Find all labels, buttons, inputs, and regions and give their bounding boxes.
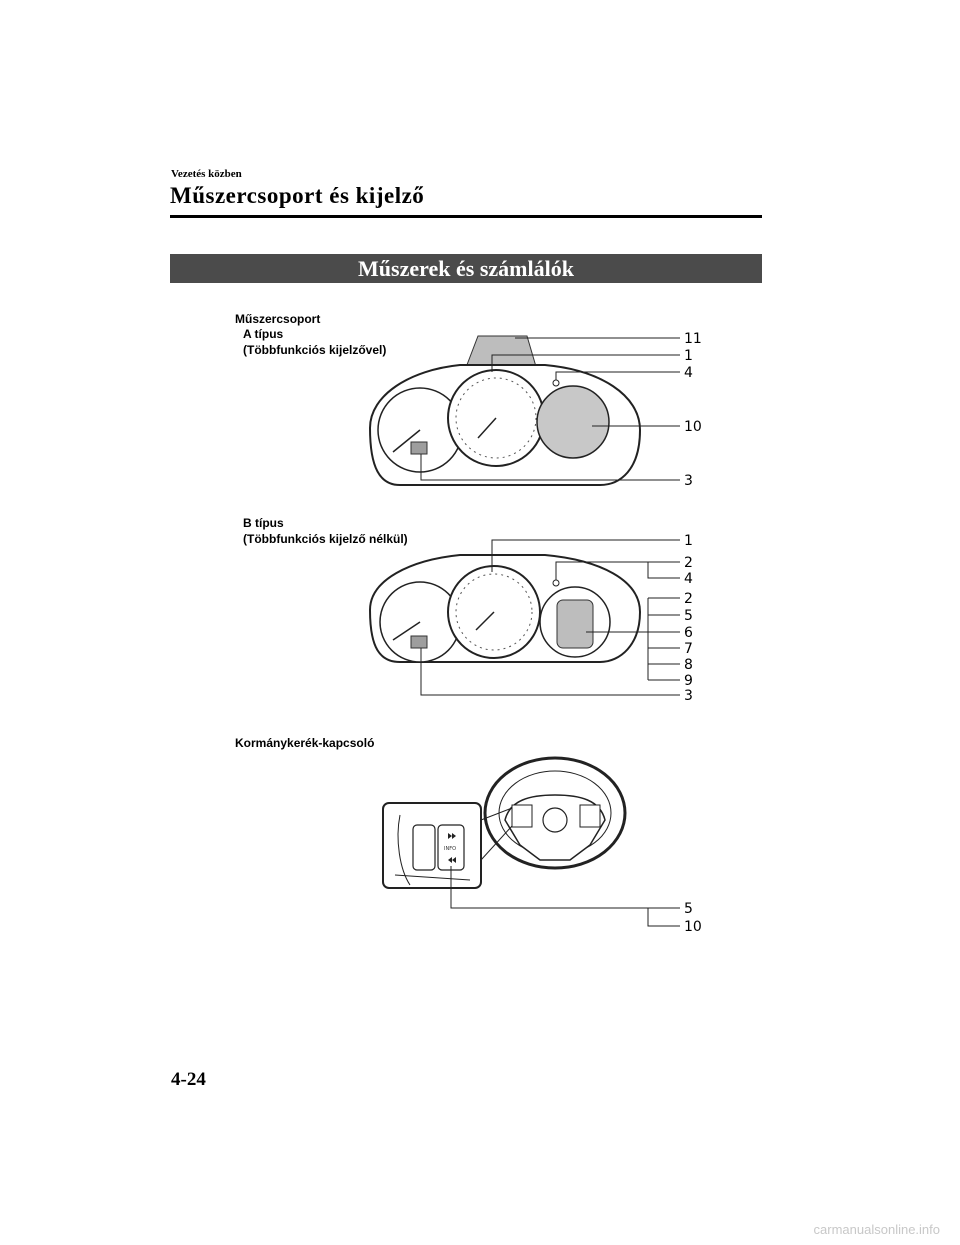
steering-switch-label: Kormánykerék-kapcsoló: [235, 736, 375, 750]
type-b-label: B típus: [243, 516, 284, 530]
callout-number: 11: [684, 331, 702, 347]
callout-number: 2: [684, 591, 693, 607]
section-banner: Műszerek és számlálók: [170, 254, 762, 283]
callout-number: 3: [684, 473, 693, 489]
cluster-group-label: Műszercsoport: [235, 312, 321, 326]
callout-number: 8: [684, 657, 693, 673]
leader-line: [451, 866, 680, 908]
callout-number: 10: [684, 919, 702, 935]
page-number: 4-24: [171, 1069, 206, 1090]
section-label: Vezetés közben: [171, 168, 242, 180]
callout-number: 9: [684, 673, 693, 689]
type-a-note: (Többfunkciós kijelzővel): [243, 343, 387, 357]
callout-number: 1: [684, 348, 693, 364]
type-a-label: A típus: [243, 327, 284, 341]
volume-switch: [413, 825, 435, 870]
callout-number: 2: [684, 555, 693, 571]
callout-number: 4: [684, 571, 693, 587]
page-title: Műszercsoport és kijelző: [170, 183, 425, 208]
wheel-emblem: [543, 808, 567, 832]
callout-number: 6: [684, 625, 693, 641]
type-b-note: (Többfunkciós kijelző nélkül): [243, 532, 408, 546]
leader-line: [648, 908, 680, 926]
callout-number: 1: [684, 533, 693, 549]
watermark: carmanualsonline.info: [813, 1222, 940, 1237]
callout-number: 5: [684, 608, 693, 624]
left-switch-cluster: [512, 805, 532, 827]
callout-number: 10: [684, 419, 702, 435]
right-switch-cluster: [580, 805, 600, 827]
callout-number: 5: [684, 901, 693, 917]
callout-number: 4: [684, 365, 693, 381]
callout-number: 3: [684, 688, 693, 704]
callout-number: 7: [684, 641, 693, 657]
info-button: INFO: [444, 846, 457, 852]
